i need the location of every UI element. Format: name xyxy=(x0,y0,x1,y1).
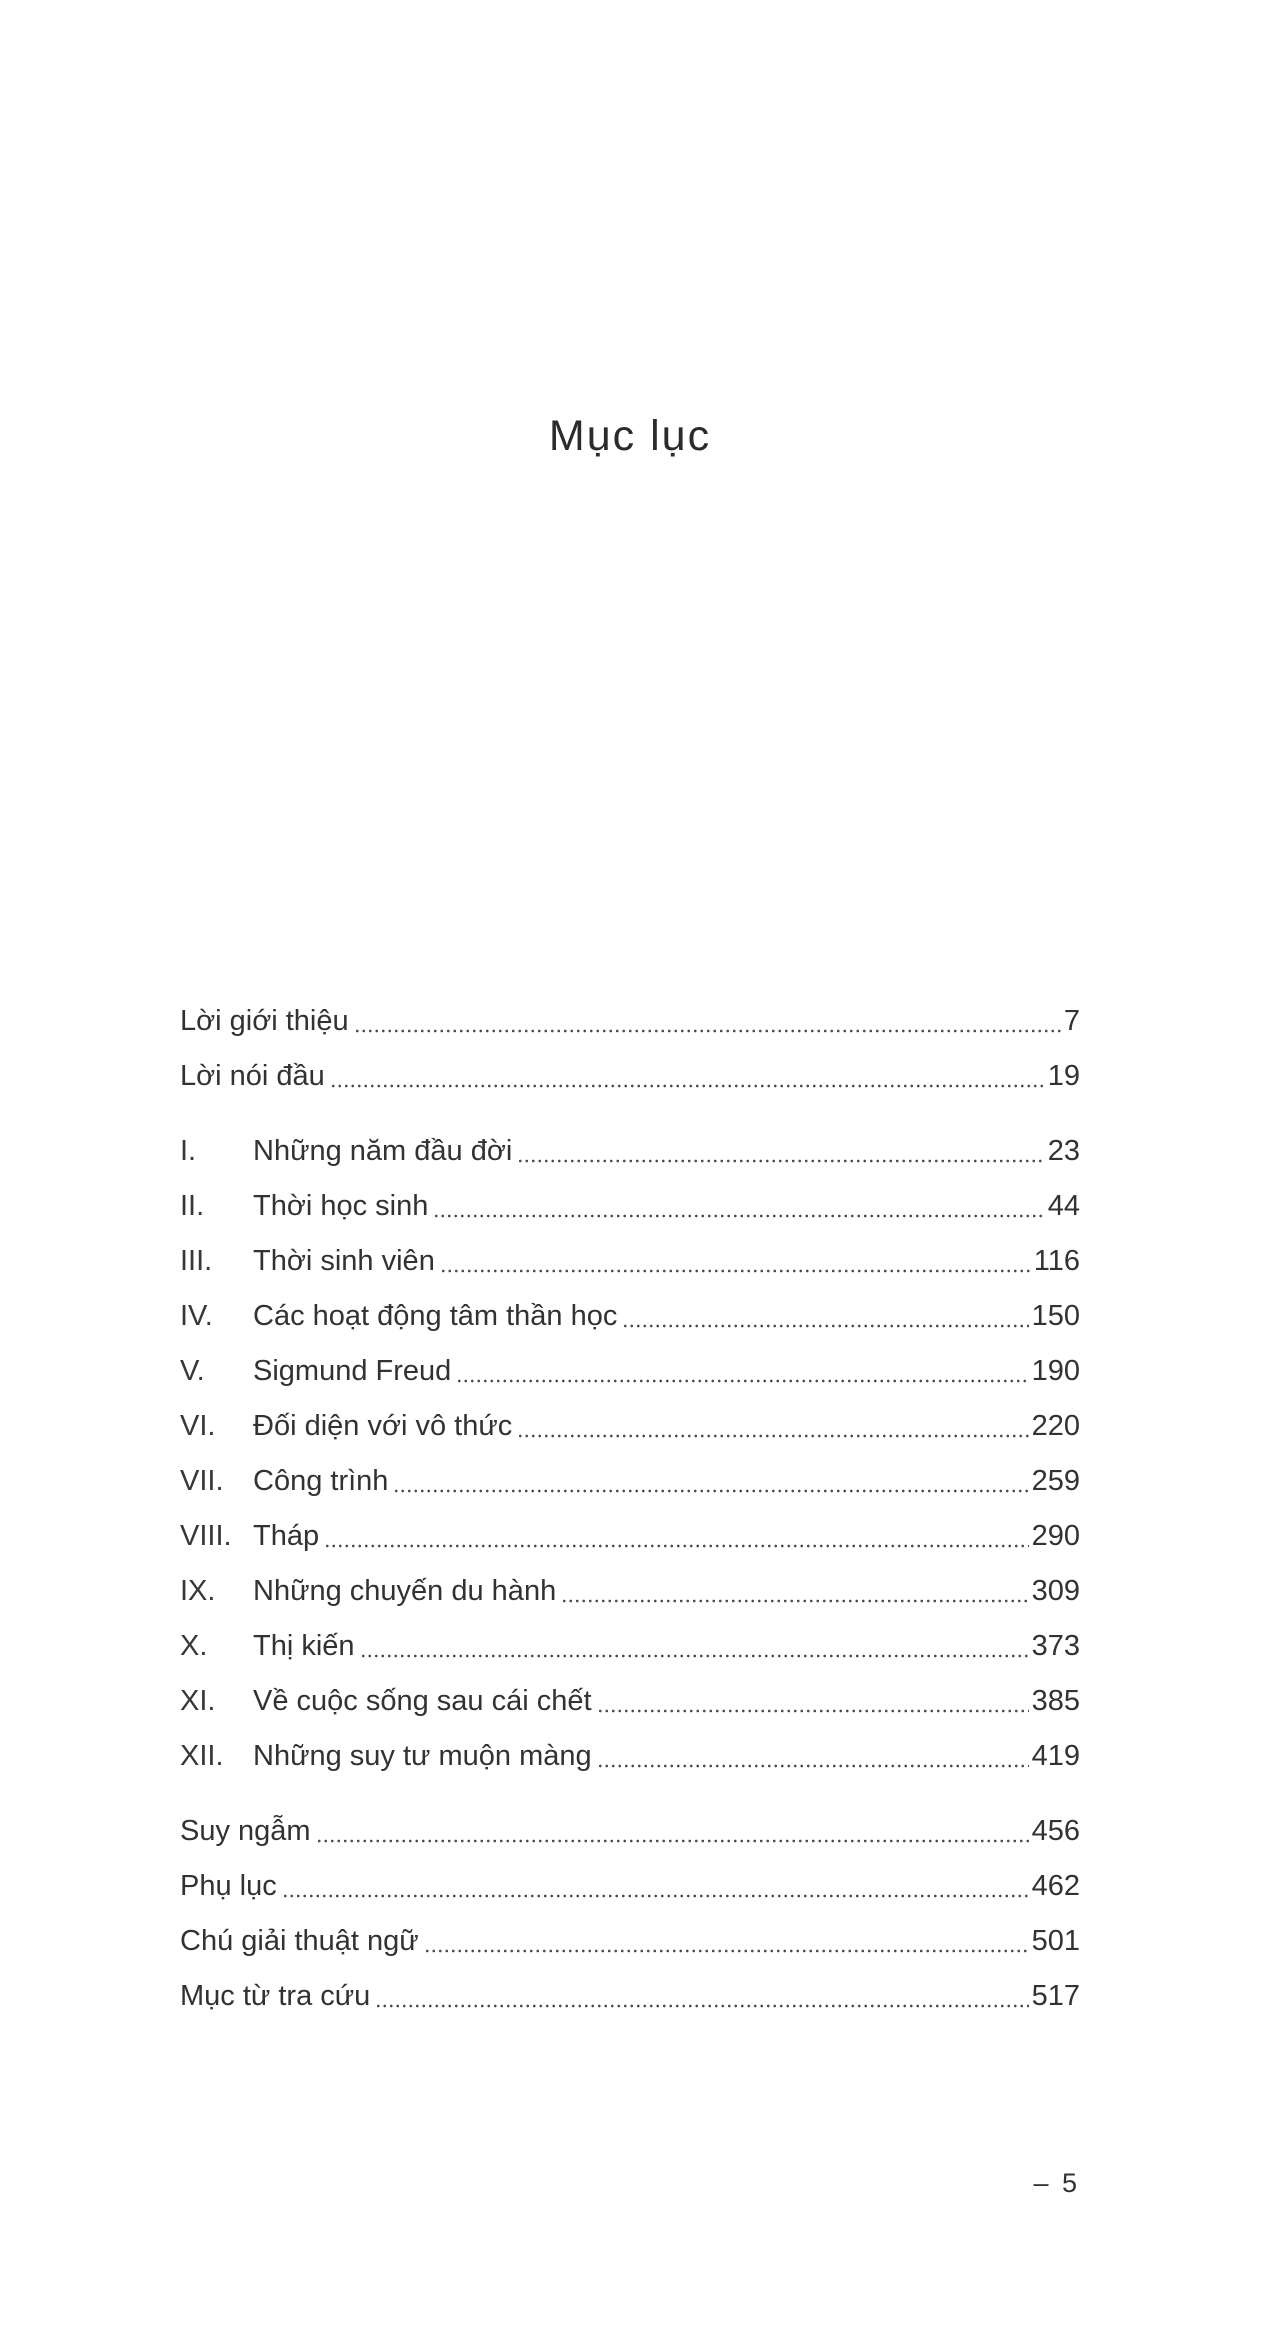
toc-entry-page: 190 xyxy=(1031,1355,1080,1387)
toc-entry-numeral: XII. xyxy=(180,1740,224,1772)
toc-entry-numeral: X. xyxy=(180,1630,208,1662)
dot-leader xyxy=(561,1564,1028,1619)
toc-entry-label: Phụ lục xyxy=(180,1870,277,1902)
toc-entry xyxy=(180,1509,1080,1564)
dot-leader xyxy=(316,1804,1029,1859)
toc-chapters xyxy=(180,1124,1080,1784)
toc-entry xyxy=(180,1454,1080,1509)
toc-entry xyxy=(180,1179,1080,1234)
toc-entry-label: Lời giới thiệu xyxy=(180,1005,349,1037)
toc-entry-page: 419 xyxy=(1031,1740,1080,1772)
toc-entry-page: 44 xyxy=(1047,1190,1080,1222)
toc-entry xyxy=(180,1859,1080,1914)
toc-entry xyxy=(180,1619,1080,1674)
dot-leader xyxy=(456,1344,1028,1399)
dot-leader xyxy=(597,1729,1029,1784)
toc-entry-page: 456 xyxy=(1031,1815,1080,1847)
toc-entry xyxy=(180,1234,1080,1289)
toc-entry-label: Lời nói đầu xyxy=(180,1060,325,1092)
toc-entry-page: 290 xyxy=(1031,1520,1080,1552)
toc-entry-numeral: VIII. xyxy=(180,1520,232,1552)
toc-back-matter xyxy=(180,1804,1080,2024)
toc-entry xyxy=(180,1729,1080,1784)
toc-entry-label: Chú giải thuật ngữ xyxy=(180,1925,419,1957)
toc-entry xyxy=(180,994,1080,1049)
toc-entry-label: Các hoạt động tâm thần học xyxy=(253,1300,618,1332)
toc-entry-page: 259 xyxy=(1031,1465,1080,1497)
toc-entry-numeral: V. xyxy=(180,1355,205,1387)
toc-entry-label: Những năm đầu đời xyxy=(253,1135,513,1167)
toc-entry xyxy=(180,1674,1080,1729)
page-number-footer: – 5 xyxy=(1033,2168,1080,2198)
dot-leader xyxy=(517,1399,1028,1454)
toc-entry-page: 373 xyxy=(1031,1630,1080,1662)
toc-entry-label: Đối diện với vô thức xyxy=(253,1410,513,1442)
toc-entry xyxy=(180,1124,1080,1179)
page-title: Mục lục xyxy=(548,412,712,460)
dot-leader xyxy=(324,1509,1029,1564)
dot-leader xyxy=(433,1179,1044,1234)
toc-entry-numeral: XI. xyxy=(180,1685,216,1717)
toc-entry-numeral: IV. xyxy=(180,1300,213,1332)
toc-entry-numeral: VI. xyxy=(180,1410,216,1442)
dot-leader xyxy=(440,1234,1031,1289)
toc-entry-page: 19 xyxy=(1047,1060,1080,1092)
toc-entry-page: 517 xyxy=(1031,1980,1080,2012)
toc-entry-page: 150 xyxy=(1031,1300,1080,1332)
toc-entry-page: 7 xyxy=(1063,1005,1080,1037)
toc-entry xyxy=(180,1289,1080,1344)
toc-entry-label: Thời sinh viên xyxy=(253,1245,435,1277)
dot-leader xyxy=(597,1674,1029,1729)
toc-entry-numeral: II. xyxy=(180,1190,205,1222)
toc-entry-label: Tháp xyxy=(253,1520,320,1552)
toc-entry-page: 385 xyxy=(1031,1685,1080,1717)
toc-entry xyxy=(180,1344,1080,1399)
toc-entry-page: 220 xyxy=(1031,1410,1080,1442)
toc-entry-label: Những suy tư muộn màng xyxy=(253,1740,592,1772)
toc-entry-label: Công trình xyxy=(253,1465,389,1497)
toc-entry-page: 309 xyxy=(1031,1575,1080,1607)
toc-entry-label: Sigmund Freud xyxy=(253,1355,452,1387)
toc-entry xyxy=(180,1969,1080,2024)
toc-front-matter xyxy=(180,994,1080,1104)
toc-entry-page: 23 xyxy=(1047,1135,1080,1167)
toc-entry xyxy=(180,1564,1080,1619)
dot-leader xyxy=(393,1454,1028,1509)
toc-entry-numeral: IX. xyxy=(180,1575,216,1607)
toc-entry-page: 116 xyxy=(1033,1245,1080,1277)
toc-entry xyxy=(180,1914,1080,1969)
dot-leader xyxy=(354,994,1061,1049)
toc-entry xyxy=(180,1399,1080,1454)
dot-leader xyxy=(375,1969,1028,2024)
toc-entry-label: Thời học sinh xyxy=(253,1190,429,1222)
toc-entry-label: Suy ngẫm xyxy=(180,1815,311,1847)
toc-entry-numeral: III. xyxy=(180,1245,213,1277)
toc-entry-label: Thị kiến xyxy=(253,1630,355,1662)
dot-leader xyxy=(622,1289,1028,1344)
toc-entry-numeral: I. xyxy=(180,1135,197,1167)
toc-entry xyxy=(180,1049,1080,1104)
dot-leader xyxy=(424,1914,1029,1969)
toc-entry-page: 462 xyxy=(1031,1870,1080,1902)
toc-entry-page: 501 xyxy=(1031,1925,1080,1957)
toc-entry-label: Về cuộc sống sau cái chết xyxy=(253,1685,592,1717)
toc-entry-label: Mục từ tra cứu xyxy=(180,1980,371,2012)
dot-leader xyxy=(330,1049,1045,1104)
dot-leader xyxy=(360,1619,1029,1674)
toc-entry xyxy=(180,1804,1080,1859)
toc-entry-numeral: VII. xyxy=(180,1465,224,1497)
toc-entry-label: Những chuyến du hành xyxy=(253,1575,557,1607)
dot-leader xyxy=(517,1124,1044,1179)
dot-leader xyxy=(282,1859,1029,1914)
toc-list xyxy=(180,994,1080,2024)
